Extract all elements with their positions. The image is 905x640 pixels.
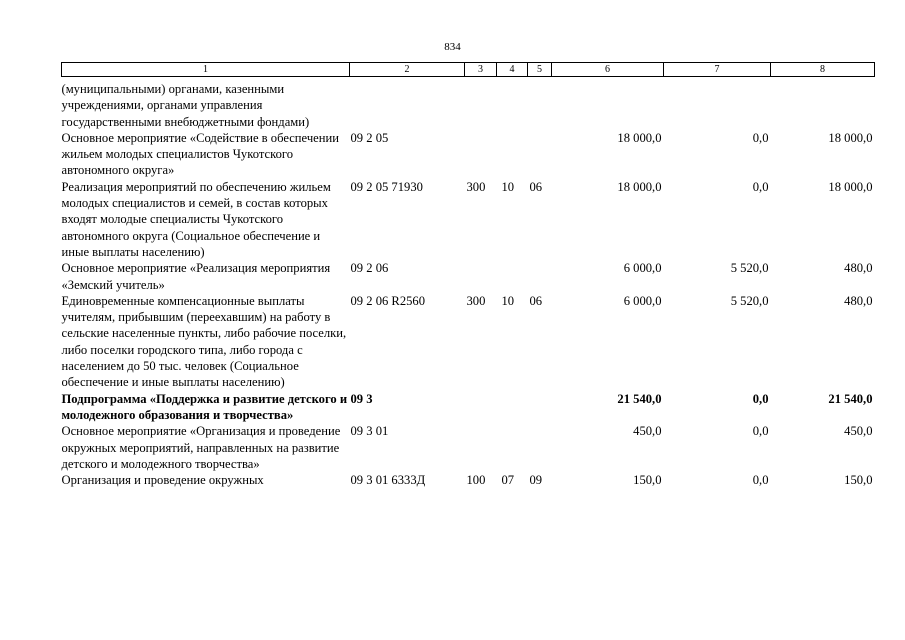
- row-rz-cell: [497, 77, 528, 130]
- row-name-cell: Подпрограмма «Поддержка и развитие детского и молодежного образования и творчества»: [61, 391, 348, 422]
- row-federal-cell: 0,0: [752, 424, 769, 439]
- row-name-cell: Основное мероприятие «Организация и проведение окружных мероприятий, направленных на развитие детского и молодежного творчества»: [61, 424, 341, 471]
- row-name-cell: (муниципальными) органами, казенными учреждениями, органами управления государственными внебюджетными фондами): [61, 82, 310, 129]
- header-col-2: 2: [350, 63, 465, 77]
- table-row: [62, 423, 875, 472]
- header-col-7: 7: [664, 63, 771, 77]
- row-regional-cell: 150,0: [844, 473, 873, 488]
- row-code-cell: 09 2 06: [350, 261, 389, 276]
- row-regional-cell: 18 000,0: [828, 130, 873, 145]
- row-federal-cell: 5 520,0: [730, 293, 769, 308]
- table-row: [62, 472, 875, 488]
- row-pr-cell: [528, 260, 552, 293]
- row-vr-cell: 300: [466, 293, 486, 308]
- row-total-cell: [552, 77, 664, 130]
- row-code-cell: 09 3 01 6333Д: [350, 473, 426, 488]
- table-row: [62, 77, 875, 130]
- row-name-cell: Реализация мероприятий по обеспечению жильем молодых специалистов и семей, в состав которых входят молодые специалисты Чукотского автономного округа (Социальное обеспечение и иные выплаты населению): [61, 179, 331, 259]
- header-col-8: 8: [771, 63, 875, 77]
- header-col-1: 1: [62, 63, 350, 77]
- row-total-cell: 6 000,0: [623, 293, 662, 308]
- row-total-cell: 18 000,0: [617, 130, 662, 145]
- row-federal-cell: 0,0: [752, 473, 769, 488]
- row-total-cell: 150,0: [633, 473, 662, 488]
- row-rz-cell: [497, 130, 528, 179]
- row-regional-cell: [771, 77, 875, 130]
- row-name-cell: Единовременные компенсационные выплаты учителям, прибывшим (переехавшим) на работу в сельские населенные пункты, либо рабочие поселки, либо поселки городского типа, либо города с населением до 50 тыс. человек (Социальное обеспечение и иные выплаты населению): [61, 293, 347, 390]
- row-total-cell: 18 000,0: [617, 179, 662, 194]
- row-rz-cell: [497, 423, 528, 472]
- row-federal-cell: 0,0: [752, 179, 769, 194]
- row-total-cell: 21 540,0: [617, 391, 662, 406]
- table-row: [62, 391, 875, 424]
- row-rz-cell: 10: [501, 179, 515, 194]
- row-code-cell: 09 3: [350, 391, 373, 406]
- table-row: [62, 179, 875, 260]
- row-name-cell: Организация и проведение окружных: [61, 473, 264, 488]
- row-code-cell: 09 2 06 R2560: [350, 293, 426, 308]
- row-vr-cell: [465, 391, 497, 424]
- row-total-cell: 450,0: [633, 424, 662, 439]
- header-col-6: 6: [552, 63, 664, 77]
- row-code-cell: [350, 77, 465, 130]
- row-rz-cell: 10: [501, 293, 515, 308]
- row-vr-cell: [465, 77, 497, 130]
- row-regional-cell: 21 540,0: [828, 391, 873, 406]
- row-regional-cell: 18 000,0: [828, 179, 873, 194]
- row-code-cell: 09 2 05 71930: [350, 179, 423, 194]
- row-regional-cell: 480,0: [844, 261, 873, 276]
- header-col-5: 5: [528, 63, 552, 77]
- row-code-cell: 09 3 01: [350, 424, 389, 439]
- header-col-4: 4: [497, 63, 528, 77]
- table-body: [62, 77, 875, 489]
- row-vr-cell: [465, 260, 497, 293]
- row-vr-cell: 100: [466, 473, 486, 488]
- row-regional-cell: 450,0: [844, 424, 873, 439]
- row-pr-cell: [528, 391, 552, 424]
- row-pr-cell: 06: [529, 179, 543, 194]
- page-number: 834: [444, 41, 461, 53]
- table-row: [62, 293, 875, 391]
- row-name-cell: Основное мероприятие «Содействие в обеспечении жильем молодых специалистов Чукотского автономного округа»: [61, 130, 339, 178]
- row-rz-cell: 07: [501, 473, 515, 488]
- budget-table: [61, 62, 875, 488]
- row-pr-cell: [528, 77, 552, 130]
- row-name-cell: Основное мероприятие «Реализация мероприятия «Земский учитель»: [61, 261, 331, 292]
- row-pr-cell: 06: [529, 293, 543, 308]
- table-row: [62, 260, 875, 293]
- header-col-3: 3: [465, 63, 497, 77]
- row-pr-cell: 09: [529, 473, 543, 488]
- row-code-cell: 09 2 05: [350, 130, 389, 145]
- row-federal-cell: 0,0: [752, 391, 769, 406]
- row-regional-cell: 480,0: [844, 293, 873, 308]
- table-row: [62, 130, 875, 179]
- row-vr-cell: 300: [466, 179, 486, 194]
- row-rz-cell: [497, 391, 528, 424]
- row-federal-cell: 5 520,0: [730, 261, 769, 276]
- row-total-cell: 6 000,0: [623, 261, 662, 276]
- row-federal-cell: 0,0: [752, 130, 769, 145]
- row-federal-cell: [664, 77, 771, 130]
- row-vr-cell: [465, 130, 497, 179]
- row-pr-cell: [528, 130, 552, 179]
- row-rz-cell: [497, 260, 528, 293]
- header-row: [62, 63, 875, 77]
- table-header: [62, 63, 875, 77]
- row-pr-cell: [528, 423, 552, 472]
- row-vr-cell: [465, 423, 497, 472]
